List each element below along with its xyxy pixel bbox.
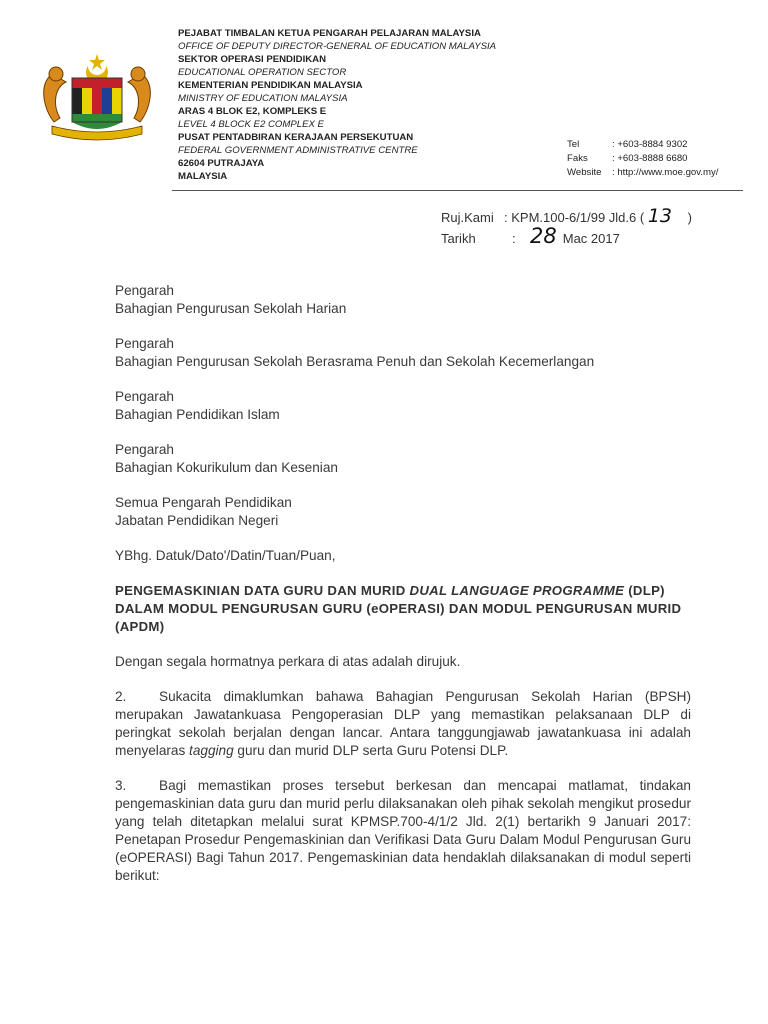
paragraph-2: 2. Sukacita dimaklumkan bahawa Bahagian Pengurusan Sekolah Harian (BPSH) merupakan Jawatankuasa Pengoperasian DLP yang memastikan pelaksanaan DLP di peringkat sekolah berjalan dengan lancar. Antara tanggungjawab jawatankuasa ini adalah menyelaras tagging guru dan murid DLP serta Guru Potensi DLP. [115, 689, 691, 758]
website-label: Website [567, 167, 602, 178]
recipient: Pengarah Bahagian Pengurusan Sekolah Berasrama Penuh dan Sekolah Kecemerlangan [115, 336, 595, 369]
fax-value: : +603-8888 6680 [612, 153, 688, 164]
office-line: FEDERAL GOVERNMENT ADMINISTRATIVE CENTRE [178, 145, 418, 156]
office-line: EDUCATIONAL OPERATION SECTOR [178, 67, 347, 78]
office-line: KEMENTERIAN PENDIDIKAN MALAYSIA [178, 80, 363, 91]
contact-info [567, 138, 718, 180]
office-line: PEJABAT TIMBALAN KETUA PENGARAH PELAJARAN MALAYSIA [178, 28, 481, 39]
recipient: Pengarah Bahagian Kokurikulum dan Kesenian [115, 442, 338, 475]
office-line: ARAS 4 BLOK E2, KOMPLEKS E [178, 106, 327, 117]
reference-block: Ruj.Kami : KPM.100-6/1/99 Jld.6 ( 13 ) Tarikh : 28 Mac 2017 [441, 205, 692, 248]
date-label: Tarikh [441, 231, 476, 246]
office-address [178, 27, 558, 183]
subject-heading: PENGEMASKINIAN DATA GURU DAN MURID DUAL LANGUAGE PROGRAMME (DLP) DALAM MODUL PENGURUSAN GURU (eOPERASI) DAN MODUL PENGURUSAN MURID (APDM) [115, 583, 682, 634]
paragraph-1: Dengan segala hormatnya perkara di atas adalah dirujuk. [115, 654, 461, 669]
website-link[interactable]: : http://www.moe.gov.my/ [612, 167, 719, 178]
recipient: Pengarah Bahagian Pendidikan Islam [115, 389, 280, 422]
tel-label: Tel [567, 139, 580, 150]
date-handwritten-day: 28 [530, 224, 557, 248]
office-line: MALAYSIA [178, 171, 228, 182]
ref-label: Ruj.Kami [441, 210, 494, 225]
office-line: LEVEL 4 BLOCK E2 COMPLEX E [178, 119, 324, 130]
office-line: OFFICE OF DEPUTY DIRECTOR-GENERAL OF EDUCATION MALAYSIA [178, 41, 497, 52]
coat-of-arms-icon [38, 52, 156, 144]
paragraph-3: 3. Bagi memastikan proses tersebut berkesan dan mencapai matlamat, tindakan pengemaskinian data guru dan murid perlu dilaksanakan oleh pihak sekolah mengikut prosedur yang telah ditetapkan melalui surat KPMSP.700-4/1/2 Jld. 2(1) bertarikh 9 Januari 2017: Penetapan Prosedur Pengemaskinian dan Verifikasi Data Guru Dalam Modul Pengurusan Guru (eOPERASI) Bagi Tahun 2017. Pengemaskinian data hendaklah dilaksanakan di modul seperti berikut: [115, 778, 691, 883]
ref-handwritten-number: 13 [647, 205, 672, 227]
recipient: Semua Pengarah Pendidikan Jabatan Pendidikan Negeri [115, 495, 292, 528]
ref-number: : KPM.100-6/1/99 Jld.6 ( 13 ) [504, 205, 692, 227]
fax-label: Faks [567, 153, 588, 164]
office-line: SEKTOR OPERASI PENDIDIKAN [178, 54, 327, 65]
header-divider [172, 190, 743, 191]
office-line: MINISTRY OF EDUCATION MALAYSIA [178, 93, 348, 104]
tel-value: : +603-8884 9302 [612, 139, 688, 150]
recipient: Pengarah Bahagian Pengurusan Sekolah Harian [115, 283, 347, 316]
office-line: 62604 PUTRAJAYA [178, 158, 265, 169]
date-value: Mac 2017 [562, 231, 620, 246]
office-line: PUSAT PENTADBIRAN KERAJAAN PERSEKUTUAN [178, 132, 414, 143]
salutation: YBhg. Datuk/Dato'/Datin/Tuan/Puan, [115, 548, 336, 563]
